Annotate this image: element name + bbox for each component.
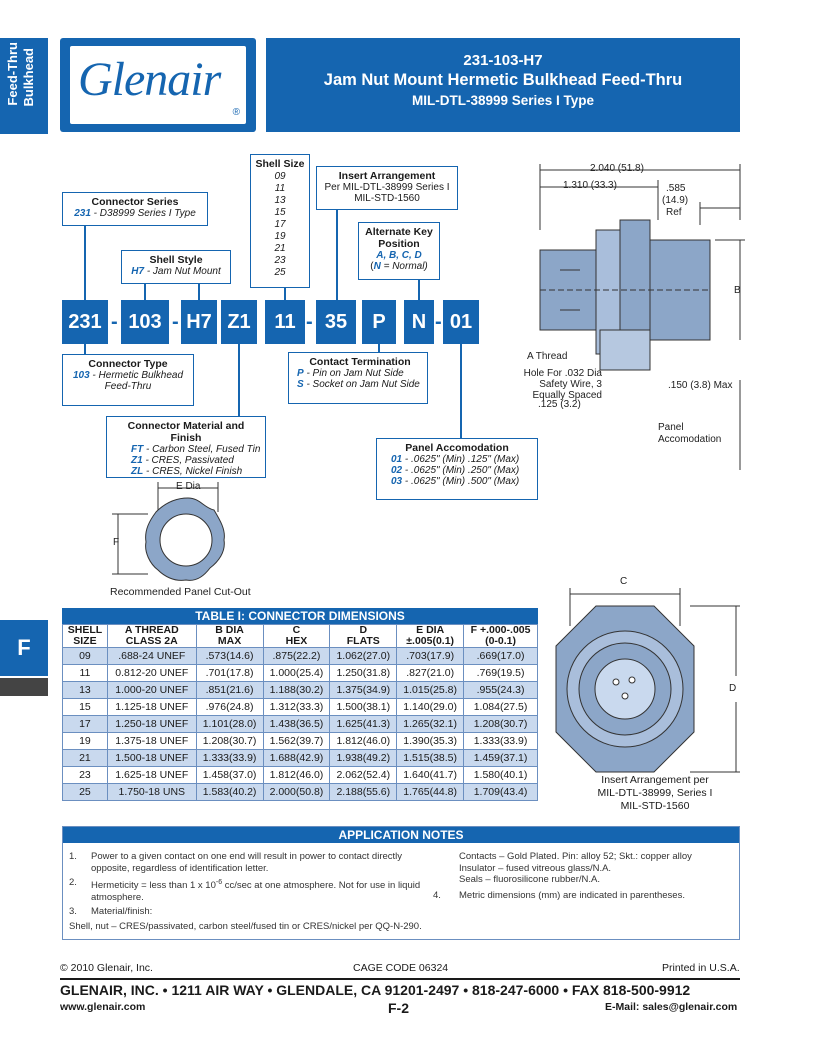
section-tab: F bbox=[0, 620, 48, 676]
table-row bbox=[63, 784, 538, 801]
table-cell: 15 bbox=[63, 699, 108, 716]
printed-in: Printed in U.S.A. bbox=[662, 962, 740, 974]
shell-size-item: 23 bbox=[274, 255, 286, 266]
registered-mark: ® bbox=[232, 107, 240, 118]
table-cell: 1.500-18 UNEF bbox=[107, 750, 196, 767]
leader-line bbox=[418, 280, 420, 300]
table-cell: .703(17.9) bbox=[397, 648, 464, 665]
table-cell: .955(24.3) bbox=[464, 682, 538, 699]
leader-line bbox=[336, 210, 338, 300]
f-label: F bbox=[113, 537, 120, 548]
table-cell: 1.375(34.9) bbox=[330, 682, 397, 699]
table-cell: 1.250-18 UNEF bbox=[107, 716, 196, 733]
table-cell: 1.084(27.5) bbox=[464, 699, 538, 716]
table-cell: 1.208(30.7) bbox=[196, 733, 263, 750]
panel-label-2: Accomodation bbox=[658, 434, 722, 445]
pn-material: Z1 bbox=[221, 300, 257, 344]
table-cell: 1.188(30.2) bbox=[263, 682, 330, 699]
table-cell: 2.000(50.8) bbox=[263, 784, 330, 801]
table-cell: 1.500(38.1) bbox=[330, 699, 397, 716]
table-cell: 1.625(41.3) bbox=[330, 716, 397, 733]
table-row bbox=[63, 665, 538, 682]
dim-150: .150 (3.8) Max bbox=[668, 380, 733, 391]
table-header: SHELL SIZE bbox=[63, 625, 108, 648]
table-cell: .851(21.6) bbox=[196, 682, 263, 699]
title-block bbox=[266, 38, 740, 132]
insert-arrangement-box: Insert Arrangement Per MIL-DTL-38999 Series I MIL-STD-1560 bbox=[316, 166, 458, 210]
pn-dash: - bbox=[172, 310, 179, 333]
footer-rule bbox=[60, 978, 740, 980]
leader-line bbox=[238, 344, 240, 416]
table-cell: 21 bbox=[63, 750, 108, 767]
panel-label: Panel bbox=[658, 422, 684, 433]
table-cell: 0.812-20 UNEF bbox=[107, 665, 196, 682]
table-cell: 1.583(40.2) bbox=[196, 784, 263, 801]
dim-overall-length: 2.040 (51.8) bbox=[590, 163, 644, 174]
table-cell: .875(22.2) bbox=[263, 648, 330, 665]
table-cell: 1.640(41.7) bbox=[397, 767, 464, 784]
shell-size-item: 15 bbox=[274, 207, 286, 218]
company-address: GLENAIR, INC. • 1211 AIR WAY • GLENDALE, CA 91201-2497 • 818-247-6000 • FAX 818-500-9912 bbox=[60, 982, 691, 998]
table-cell: 1.333(33.9) bbox=[464, 733, 538, 750]
table-row bbox=[63, 767, 538, 784]
d-label: D bbox=[729, 683, 737, 694]
table-cell: 1.459(37.1) bbox=[464, 750, 538, 767]
table-row bbox=[63, 682, 538, 699]
table-cell: 1.000(25.4) bbox=[263, 665, 330, 682]
table-cell: .827(21.0) bbox=[397, 665, 464, 682]
application-notes: APPLICATION NOTES 1. Power to a given contact on one end will result in power to contact directly opposite, regardless of identification letter. 2. Hermeticity = less than 1 x $10^{-6}$ cc/sec at one atmosphere. Not for use in liquid atmosphere. 3. Material/finish: Shell, nut – CRES/passivated, carbon steel/fused tin or CRES/nickel per QQ-N-290. Contacts – Gold Plated. Pin: alloy 52; Skt.: copper alloy Insulator – fused vitreous glass/N.A. Seals – fluorosilicone rubber/N.A. 4. Metric dimensions (mm) are indicated in parentheses. bbox=[62, 826, 740, 940]
table-cell: 1.312(33.3) bbox=[263, 699, 330, 716]
table-cell: 11 bbox=[63, 665, 108, 682]
table-cell: 1.125-18 UNEF bbox=[107, 699, 196, 716]
table-header: E DIA ±.005(0.1) bbox=[397, 625, 464, 648]
table-header: C HEX bbox=[263, 625, 330, 648]
table-cell: 1.438(36.5) bbox=[263, 716, 330, 733]
table-header: F +.000-.005 (0-0.1) bbox=[464, 625, 538, 648]
connector-series-box: Connector Series 231 - D38999 Series I Type bbox=[62, 192, 208, 226]
e-dia-label: E Dia bbox=[176, 481, 201, 492]
dim-585-ref: Ref bbox=[666, 207, 682, 218]
shell-size-item: 09 bbox=[274, 171, 286, 182]
shell-size-item: 25 bbox=[274, 267, 286, 278]
pn-style: H7 bbox=[181, 300, 217, 344]
panel-accomodation-box: Panel Accomodation 01 - .0625" (Min) .125" (Max) 02 - .0625" (Min) .250" (Max) 03 - .0625" (Min) .500" (Max) bbox=[376, 438, 538, 500]
table-cell: 1.140(29.0) bbox=[397, 699, 464, 716]
table-cell: .669(17.0) bbox=[464, 648, 538, 665]
table-cell: 1.750-18 UNS bbox=[107, 784, 196, 801]
table-cell: 17 bbox=[63, 716, 108, 733]
table-cell: .688-24 UNEF bbox=[107, 648, 196, 665]
table-cell: 2.062(52.4) bbox=[330, 767, 397, 784]
material-finish-box: Connector Material and Finish FT - Carbon Steel, Fused Tin Z1 - CRES, Passivated ZL - CRES, Nickel Finish bbox=[106, 416, 266, 478]
table-cell: .976(24.8) bbox=[196, 699, 263, 716]
side-tab-line2: Feed-Thru bbox=[5, 42, 20, 106]
a-thread-label: A Thread bbox=[527, 351, 568, 362]
leader-line bbox=[84, 344, 86, 354]
cutout-caption: Recommended Panel Cut-Out bbox=[110, 586, 251, 598]
pn-dash: - bbox=[111, 310, 118, 333]
table-cell: 1.375-18 UNEF bbox=[107, 733, 196, 750]
table-cell: 1.101(28.0) bbox=[196, 716, 263, 733]
table-cell: 1.688(42.9) bbox=[263, 750, 330, 767]
table-row bbox=[63, 716, 538, 733]
pn-contact: P bbox=[362, 300, 396, 344]
website-link[interactable]: www.glenair.com bbox=[60, 1001, 146, 1013]
side-view-drawing bbox=[500, 150, 810, 470]
table-cell: 1.333(33.9) bbox=[196, 750, 263, 767]
notes-title: APPLICATION NOTES bbox=[63, 827, 739, 843]
panel-cutout-drawing bbox=[108, 478, 258, 588]
table-cell: 23 bbox=[63, 767, 108, 784]
leader-line bbox=[198, 282, 200, 300]
table-cell: .573(14.6) bbox=[196, 648, 263, 665]
table-cell: 1.000-20 UNEF bbox=[107, 682, 196, 699]
table-cell: 1.250(31.8) bbox=[330, 665, 397, 682]
table-cell: 13 bbox=[63, 682, 108, 699]
shell-style-box: Shell Style H7 - Jam Nut Mount bbox=[121, 250, 231, 284]
connector-type-box: Connector Type 103 - Hermetic Bulkhead Feed-Thru bbox=[62, 354, 194, 406]
table-cell: 1.265(32.1) bbox=[397, 716, 464, 733]
alternate-key-box: Alternate Key Position A, B, C, D (N = Normal) bbox=[358, 222, 440, 280]
pn-dash: - bbox=[306, 310, 313, 333]
table-cell: 1.208(30.7) bbox=[464, 716, 538, 733]
leader-line bbox=[378, 344, 380, 352]
leader-line bbox=[284, 288, 286, 300]
pn-key: N bbox=[404, 300, 434, 344]
insert-caption: Insert Arrangement per MIL-DTL-38999, Series I MIL-STD-1560 bbox=[597, 774, 713, 812]
table-header: A THREAD CLASS 2A bbox=[107, 625, 196, 648]
shell-size-item: 13 bbox=[274, 195, 286, 206]
shell-size-item: 11 bbox=[274, 183, 286, 194]
dim-585-metric: (14.9) bbox=[662, 195, 689, 206]
table-cell: 1.580(40.1) bbox=[464, 767, 538, 784]
leader-line bbox=[460, 344, 462, 438]
pn-series: 231 bbox=[62, 300, 108, 344]
section-tab-shadow bbox=[0, 678, 48, 696]
leader-line bbox=[84, 226, 86, 300]
side-tab bbox=[0, 38, 48, 134]
shell-size-item: 21 bbox=[274, 243, 286, 254]
table-row bbox=[63, 699, 538, 716]
table-cell: 1.390(35.3) bbox=[397, 733, 464, 750]
shell-size-box: Shell Size 09 11 13 15 17 19 21 23 25 bbox=[250, 154, 310, 288]
contact-termination-box: Contact Termination P - Pin on Jam Nut Side S - Socket on Jam Nut Side bbox=[288, 352, 428, 404]
table-cell: 1.062(27.0) bbox=[330, 648, 397, 665]
dim-585: .585 bbox=[666, 183, 686, 194]
table-cell: 25 bbox=[63, 784, 108, 801]
pn-dash: - bbox=[435, 310, 442, 333]
table-cell: 1.515(38.5) bbox=[397, 750, 464, 767]
page-title: Jam Nut Mount Hermetic Bulkhead Feed-Thru bbox=[323, 71, 683, 89]
table-cell: .769(19.5) bbox=[464, 665, 538, 682]
table-cell: .701(17.8) bbox=[196, 665, 263, 682]
table-cell: 1.562(39.7) bbox=[263, 733, 330, 750]
table-cell: 1.625-18 UNEF bbox=[107, 767, 196, 784]
table-row bbox=[63, 733, 538, 750]
dim-body-length: 1.310 (33.3) bbox=[563, 180, 617, 191]
safety-wire-note: Hole For .032 Dia Safety Wire, 3 Equally Spaced bbox=[523, 368, 602, 401]
cage-code: CAGE CODE 06324 bbox=[353, 962, 449, 974]
table-cell: 1.458(37.0) bbox=[196, 767, 263, 784]
dim-125: .125 (3.2) bbox=[538, 399, 581, 410]
glenair-logo bbox=[60, 38, 256, 132]
part-number-title: 231-103-H7 bbox=[463, 52, 543, 69]
side-tab-line1: Bulkhead bbox=[21, 48, 36, 107]
table-cell: 1.765(44.8) bbox=[397, 784, 464, 801]
page-number: F-2 bbox=[388, 1000, 409, 1016]
table-cell: 1.812(46.0) bbox=[330, 733, 397, 750]
table-cell: 19 bbox=[63, 733, 108, 750]
table-row bbox=[63, 648, 538, 665]
table-row bbox=[63, 750, 538, 767]
table-title: TABLE I: CONNECTOR DIMENSIONS bbox=[62, 608, 538, 624]
email-link[interactable]: E-Mail: sales@glenair.com bbox=[605, 1001, 738, 1013]
table-cell: 1.015(25.8) bbox=[397, 682, 464, 699]
pn-shell-size: 11 bbox=[265, 300, 305, 344]
end-view-drawing bbox=[540, 586, 760, 778]
logo-text: Glenair bbox=[78, 53, 221, 106]
pn-insert: 35 bbox=[316, 300, 356, 344]
dim-b-label: B bbox=[734, 285, 741, 296]
dimensions-table-wrap bbox=[62, 608, 538, 801]
pn-panel: 01 bbox=[443, 300, 479, 344]
table-header: B DIA MAX bbox=[196, 625, 263, 648]
c-label: C bbox=[620, 576, 628, 587]
copyright: © 2010 Glenair, Inc. bbox=[60, 962, 153, 974]
dimensions-table bbox=[62, 624, 538, 801]
table-cell: 1.938(49.2) bbox=[330, 750, 397, 767]
pn-type: 103 bbox=[121, 300, 169, 344]
table-cell: 1.812(46.0) bbox=[263, 767, 330, 784]
table-cell: 1.709(43.4) bbox=[464, 784, 538, 801]
table-header: D FLATS bbox=[330, 625, 397, 648]
table-cell: 09 bbox=[63, 648, 108, 665]
shell-size-item: 19 bbox=[274, 231, 286, 242]
table-cell: 2.188(55.6) bbox=[330, 784, 397, 801]
page-subtitle: MIL-DTL-38999 Series I Type bbox=[411, 93, 595, 108]
shell-size-item: 17 bbox=[274, 219, 286, 230]
